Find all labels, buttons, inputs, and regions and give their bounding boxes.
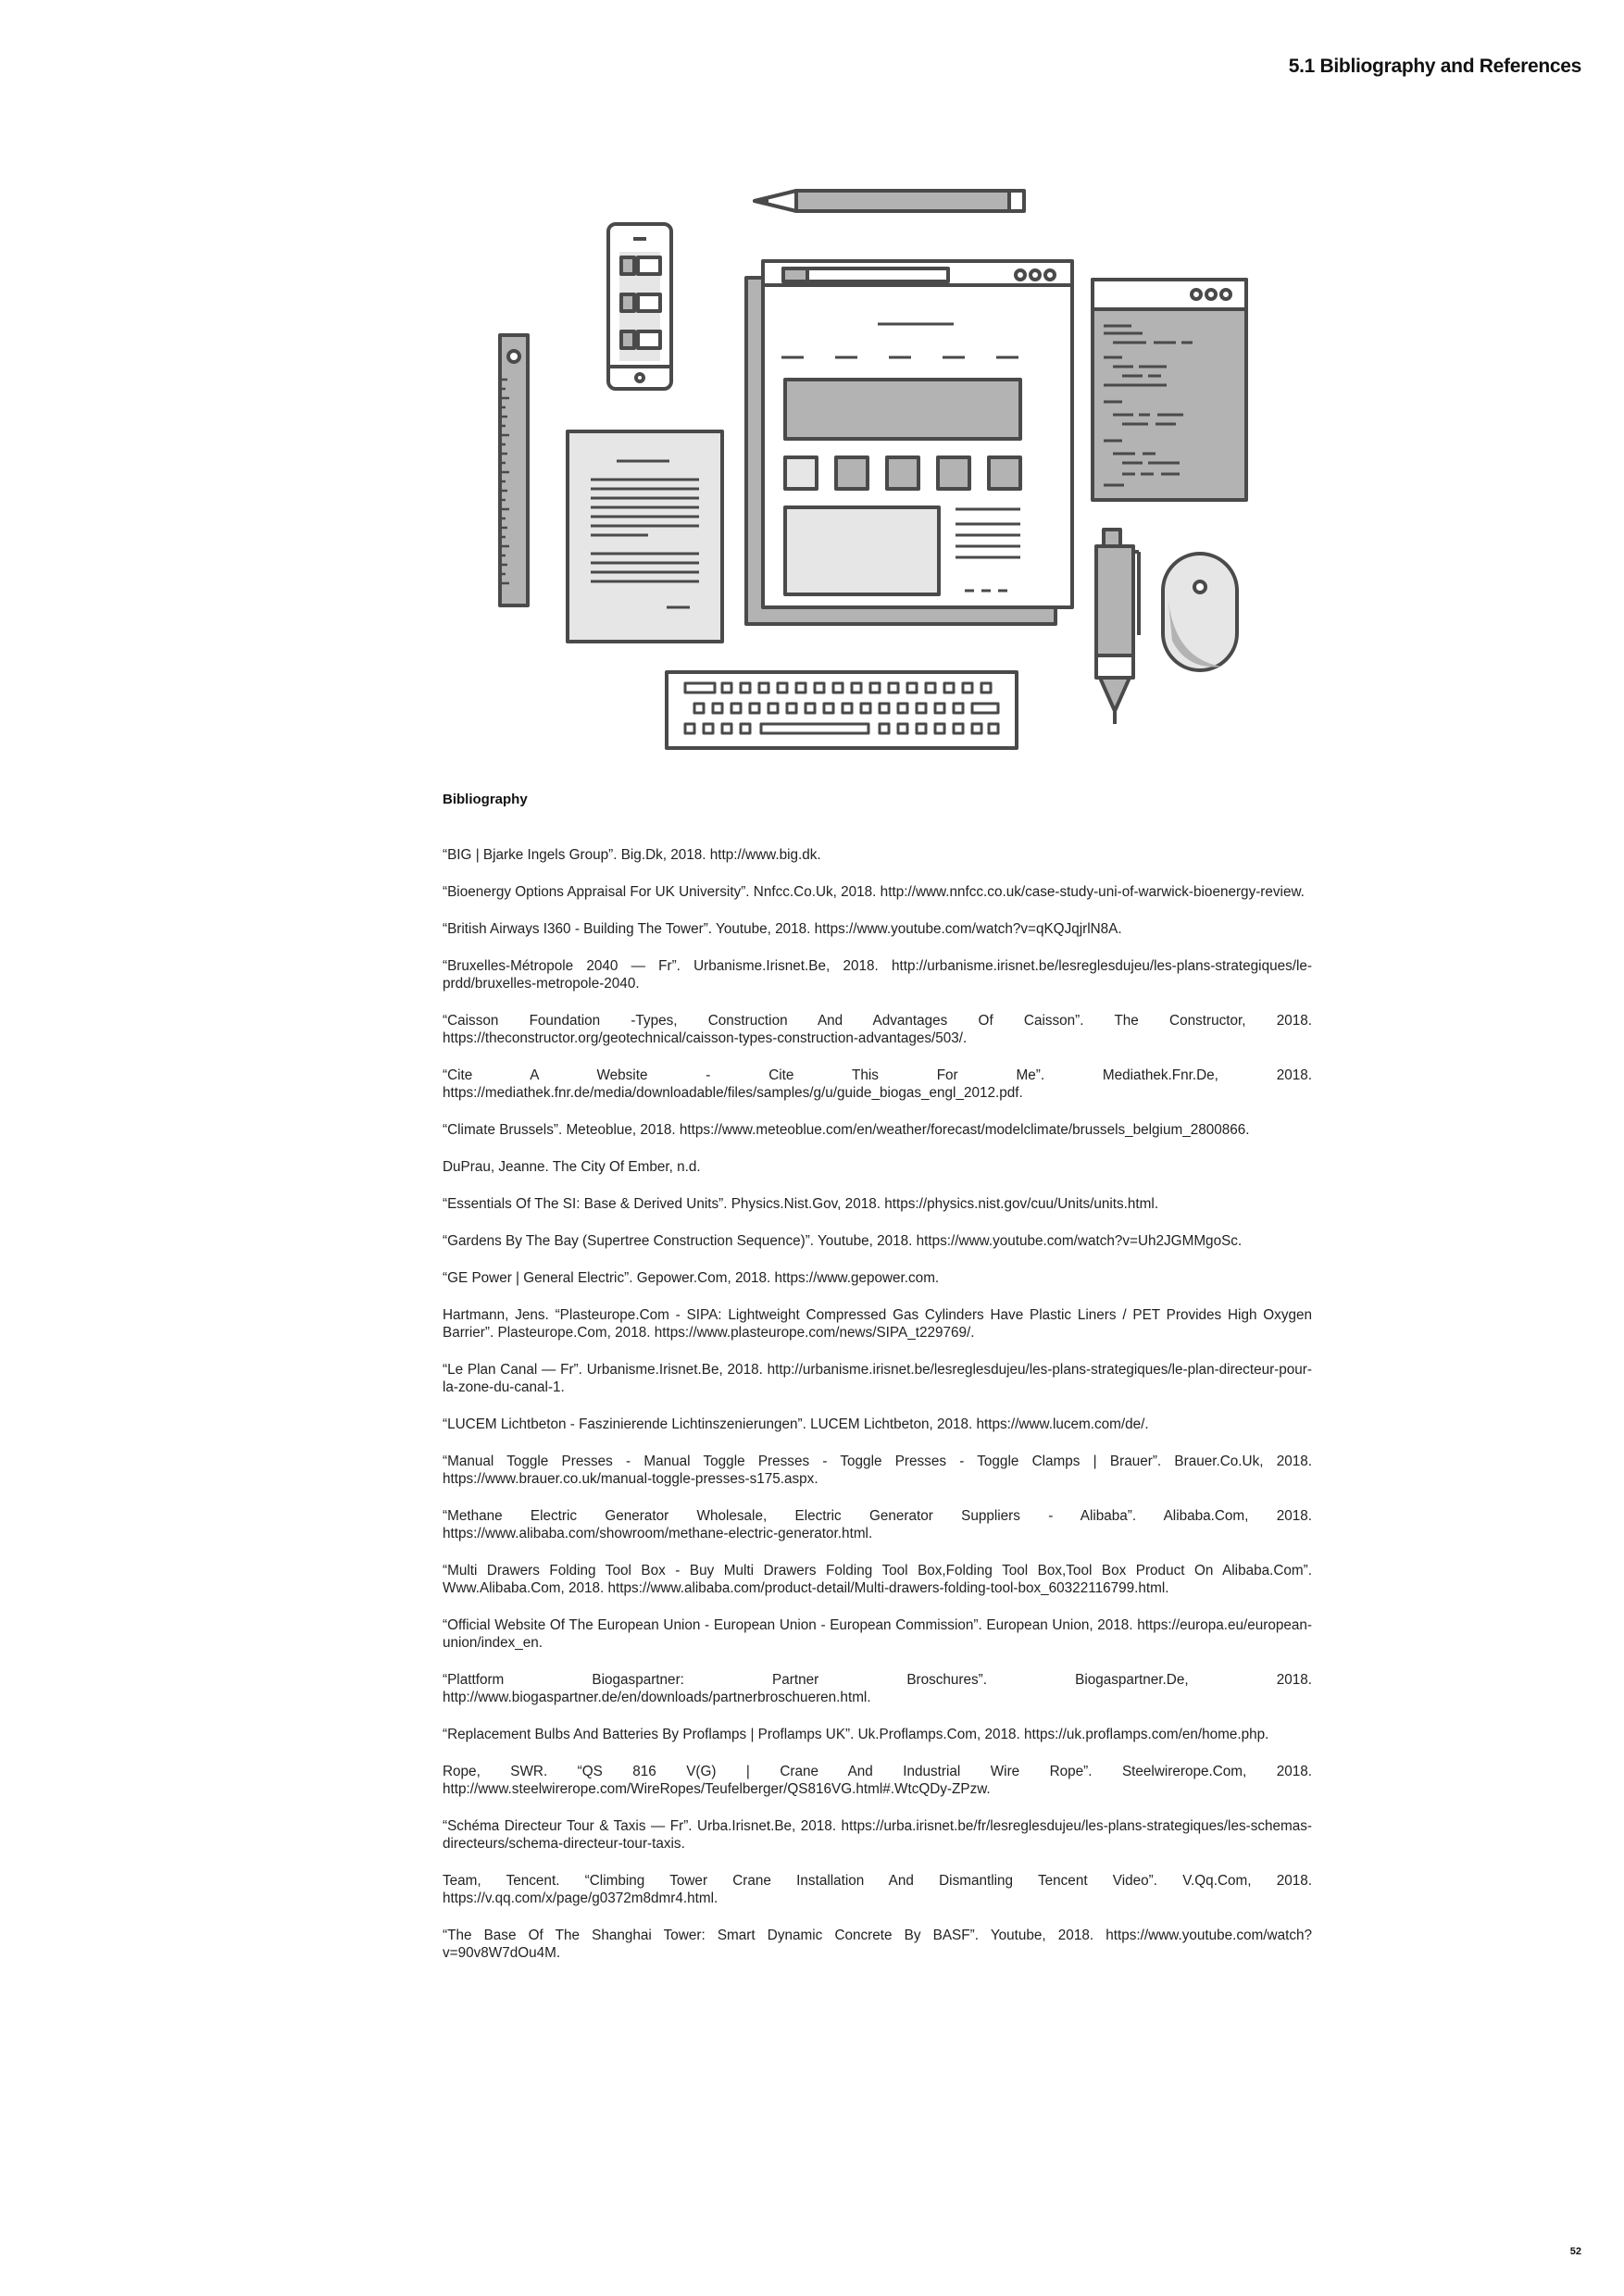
bibliography-entry: “Gardens By The Bay (Supertree Construction Sequence)”. Youtube, 2018. https://www.youtube.com/watch?v=Uh2JGMMgoSc. <box>443 1233 1243 1249</box>
bibliography-entry: Hartmann, Jens. “Plasteurope.Com - SIPA: Lightweight Compressed Gas Cylinders Have Plastic Liners / PET Provides High Oxygen Barrier”. Plasteurope.Com, 2018. https://www.plasteurope.com/news/SIPA_t229769/. <box>443 1307 1312 1341</box>
pen-icon <box>1096 530 1139 724</box>
section-title: 5.1 Bibliography and References <box>1288 56 1581 77</box>
bibliography-entry: “Manual Toggle Presses - Manual Toggle Presses - Toggle Presses - Toggle Clamps | Brauer”. Brauer.Co.Uk, 2018. https://www.brauer.co.uk/manual-toggle-presses-s175.aspx. <box>443 1454 1312 1487</box>
bibliography-entry: “Multi Drawers Folding Tool Box - Buy Multi Drawers Folding Tool Box,Folding Tool Box,Tool Box Product On Alibaba.Com”. Www.Alibaba.Com, 2018. https://www.alibaba.com/product-detail/Multi-drawers-folding-tool-box_60322116799.html. <box>443 1563 1312 1596</box>
bibliography-heading: Bibliography <box>443 792 528 807</box>
smartphone-icon <box>608 224 671 389</box>
bibliography-list <box>443 846 1312 1981</box>
bibliography-entry: “The Base Of The Shanghai Tower: Smart Dynamic Concrete By BASF”. Youtube, 2018. https://www.youtube.com/watch?v=90v8W7dOu4M. <box>443 1928 1312 1961</box>
page-number: 52 <box>1569 2246 1581 2257</box>
bibliography-entry: “Cite A Website - Cite This For Me”. Mediathek.Fnr.De, 2018. https://mediathek.fnr.de/media/downloadable/files/samples/g/u/guide_biogas_engl_2012.pdf. <box>443 1067 1312 1101</box>
bibliography-entry: “Climate Brussels”. Meteoblue, 2018. https://www.meteoblue.com/en/weather/forecast/modelclimate/brussels_belgium_2800866. <box>443 1122 1250 1138</box>
desk-tools-illustration <box>435 185 1250 768</box>
bibliography-entry: “Schéma Directeur Tour & Taxis — Fr”. Urba.Irisnet.Be, 2018. https://urba.irisnet.be/fr/lesreglesdujeu/les-plans-strategiques/les-schemas-directeurs/schema-directeur-tour-taxis. <box>443 1818 1312 1852</box>
ruler-icon <box>500 335 528 605</box>
bibliography-entry: “Bruxelles-Métropole 2040 — Fr”. Urbanisme.Irisnet.Be, 2018. http://urbanisme.irisnet.be/lesreglesdujeu/les-plans-strategiques/le-prdd/bruxelles-metropole-2040. <box>443 958 1312 992</box>
bibliography-entry: Rope, SWR. “QS 816 V(G) | Crane And Industrial Wire Rope”. Steelwirerope.Com, 2018. http://www.steelwirerope.com/WireRopes/Teufelberger/QS816VG.html#.WtcQDy-ZPzw. <box>443 1764 1312 1797</box>
mouse-icon <box>1163 554 1237 670</box>
bibliography-entry: “Le Plan Canal — Fr”. Urbanisme.Irisnet.Be, 2018. http://urbanisme.irisnet.be/lesreglesdujeu/les-plans-strategiques/le-plan-directeur-pour-la-zone-du-canal-1. <box>443 1362 1312 1395</box>
pencil-icon <box>755 191 1024 211</box>
bibliography-entry: “LUCEM Lichtbeton - Faszinierende Lichtinszenierungen”. LUCEM Lichtbeton, 2018. https://www.lucem.com/de/. <box>443 1416 1149 1432</box>
code-window-icon <box>1093 280 1246 500</box>
bibliography-entry: “Plattform Biogaspartner: Partner Broschures”. Biogaspartner.De, 2018. http://www.biogaspartner.de/en/downloads/partnerbroschueren.html. <box>443 1672 1312 1705</box>
bibliography-entry: “British Airways I360 - Building The Tower”. Youtube, 2018. https://www.youtube.com/watch?v=qKQJqjrlN8A. <box>443 921 1122 937</box>
bibliography-entry: “GE Power | General Electric”. Gepower.Com, 2018. https://www.gepower.com. <box>443 1270 940 1286</box>
document-icon <box>568 431 722 642</box>
bibliography-entry: DuPrau, Jeanne. The City Of Ember, n.d. <box>443 1159 701 1175</box>
keyboard-icon <box>667 672 1017 748</box>
browser-window-icon <box>746 261 1072 624</box>
bibliography-entry: “BIG | Bjarke Ingels Group”. Big.Dk, 2018. http://www.big.dk. <box>443 847 821 863</box>
bibliography-entry: “Caisson Foundation -Types, Construction And Advantages Of Caisson”. The Constructor, 2018. https://theconstructor.org/geotechnical/caisson-types-construction-advantages/503/. <box>443 1013 1312 1046</box>
bibliography-entry: “Replacement Bulbs And Batteries By Proflamps | Proflamps UK”. Uk.Proflamps.Com, 2018. https://uk.proflamps.com/en/home.php. <box>443 1727 1269 1742</box>
bibliography-entry: “Official Website Of The European Union - European Union - European Commission”. European Union, 2018. https://europa.eu/european-union/index_en. <box>443 1617 1312 1651</box>
bibliography-entry: Team, Tencent. “Climbing Tower Crane Installation And Dismantling Tencent Video”. V.Qq.Com, 2018. https://v.qq.com/x/page/g0372m8dmr4.html. <box>443 1873 1312 1906</box>
bibliography-entry: “Methane Electric Generator Wholesale, Electric Generator Suppliers - Alibaba”. Alibaba.Com, 2018. https://www.alibaba.com/showroom/methane-electric-generator.html. <box>443 1508 1312 1541</box>
bibliography-entry: “Essentials Of The SI: Base & Derived Units”. Physics.Nist.Gov, 2018. https://physics.nist.gov/cuu/Units/units.html. <box>443 1196 1159 1212</box>
bibliography-entry: “Bioenergy Options Appraisal For UK University”. Nnfcc.Co.Uk, 2018. http://www.nnfcc.co.uk/case-study-uni-of-warwick-bioenergy-review. <box>443 884 1305 900</box>
